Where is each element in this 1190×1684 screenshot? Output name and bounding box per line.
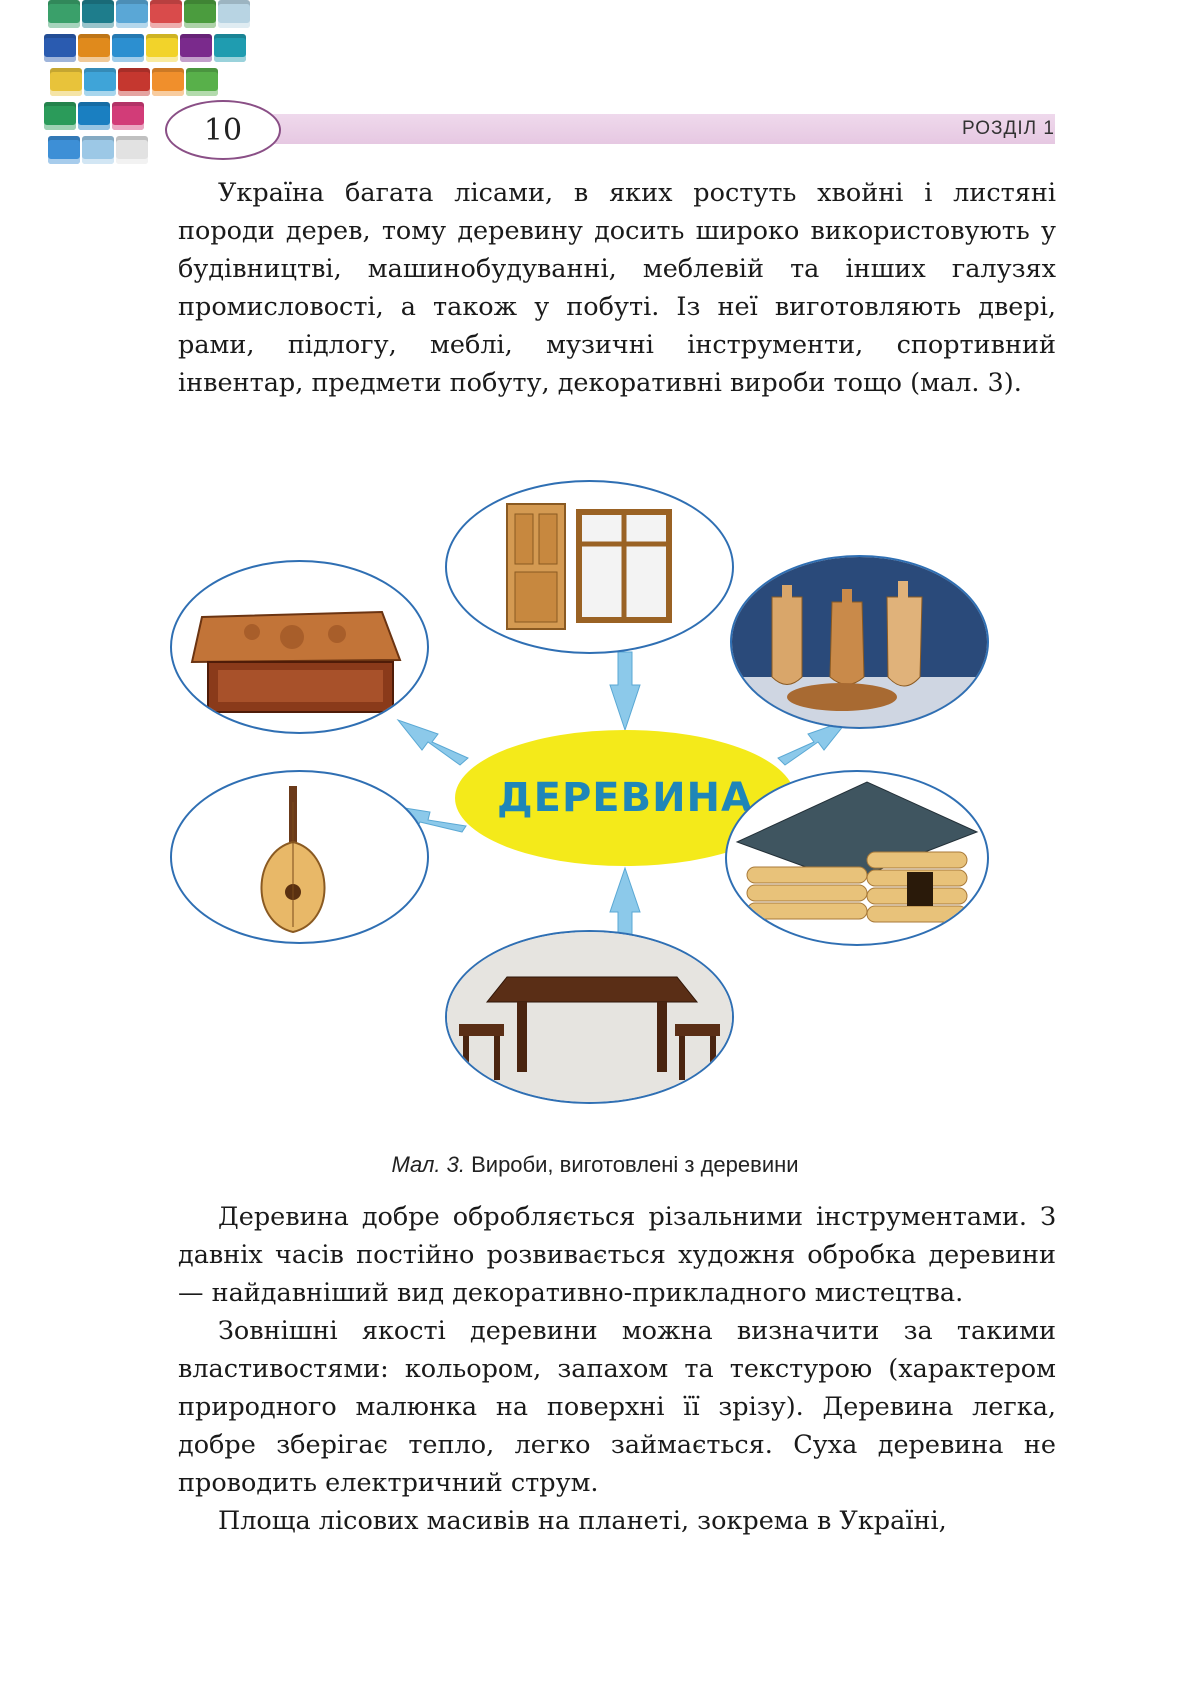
wood-products-diagram [170, 480, 1070, 1120]
door-window-illustration [447, 482, 732, 652]
body-text [178, 1198, 1056, 1540]
figure-caption-text: Вироби, виготовлені з деревини [471, 1152, 799, 1177]
bandura-illustration [172, 772, 427, 942]
page-number [165, 100, 281, 160]
carved-box-image [170, 560, 429, 734]
arrow-up-left [398, 720, 468, 765]
paragraph-2: Деревина добре обробляється різальними інструментами. З давніх часів постійно розвивається художня обробка деревини — найдавніший вид декоративно-прикладного мистецтва. [178, 1202, 1056, 1308]
section-header-bar [250, 114, 1055, 144]
intro-paragraph [178, 174, 1056, 402]
table-image [445, 930, 734, 1104]
log-house-illustration [727, 772, 987, 944]
carved-box-illustration [172, 562, 427, 732]
page-number-text: 10 [203, 112, 243, 148]
figure-ref: Мал. 3. [391, 1152, 465, 1177]
paragraph-text: Україна багата лісами, в яких ростуть хвойні і листяні породи дерев, тому деревину досить широко використовують у будівництві, машинобудуванні, меблевій та інших галузях промисловості, а також у побуті. Із неї виготовляють двері, рами, підлогу, меблі, музичні інструменти, спортивний інвентар, предмети побуту, декоративні вироби тощо (мал. 3). [178, 178, 1056, 398]
bandura-image [170, 770, 429, 944]
paragraph-3: Зовнішні якості деревини можна визначити за такими властивостями: кольором, запахом та текстурою (характером природного малюнка на поверхні її зрізу). Деревина легка, добре зберігає тепло, легко займається. Суха деревина не проводить електричний струм. [178, 1316, 1056, 1498]
door-window-image [445, 480, 734, 654]
thread-spools-decoration [44, 0, 264, 190]
figure-caption [0, 1152, 1190, 1178]
cutting-boards-image [730, 555, 989, 729]
section-label: РОЗДІЛ 1 [962, 118, 1055, 139]
arrow-up [610, 652, 640, 730]
paragraph-4: Площа лісових масивів на планеті, зокрема в Україні, [218, 1506, 947, 1536]
center-label: ДЕРЕВИНА [497, 775, 753, 821]
table-illustration [447, 932, 732, 1102]
log-house-image [725, 770, 989, 946]
cutting-boards-illustration [732, 557, 987, 727]
